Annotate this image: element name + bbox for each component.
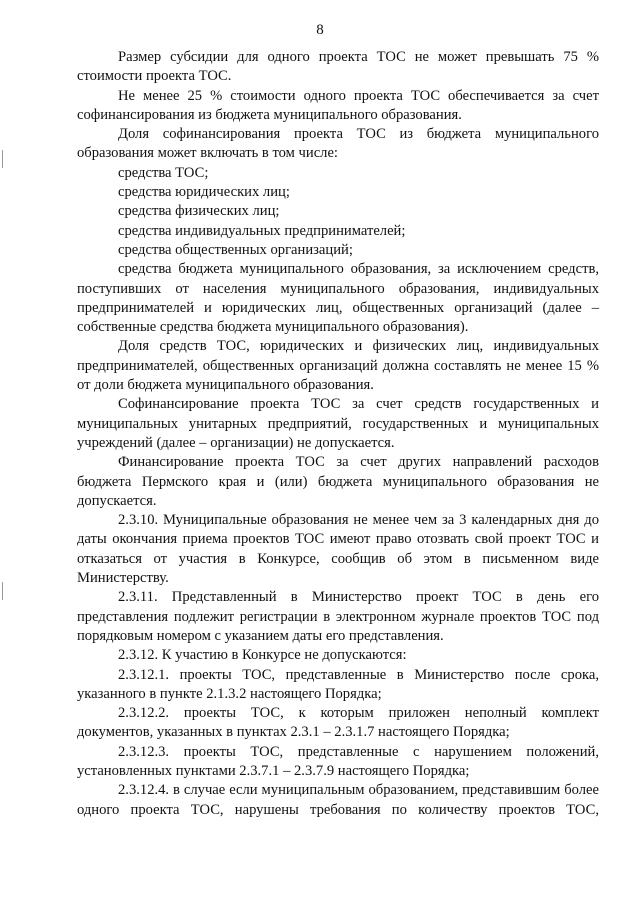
- paragraph-subsidy-size: Размер субсидии для одного проекта ТОС не может превышать 75 % стоимости проекта ТОС.: [77, 49, 599, 85]
- clause-2-3-11: 2.3.11. Представленный в Министерство проект ТОС в день его представления подлежит регистрации в электронном журнале проектов ТОС под порядковым номером с указанием даты его представления.: [77, 589, 599, 644]
- clause-2-3-12-3: 2.3.12.3. проекты ТОС, представленные с нарушением положений, установленных пунктами 2.3.7.1 – 2.3.7.9 настоящего Порядка;: [77, 743, 599, 779]
- clause-2-3-12-1: 2.3.12.1. проекты ТОС, представленные в Министерство после срока, указанного в пункте 2.1.3.2 настоящего Порядка;: [77, 666, 599, 702]
- list-item: средства юридических лиц;: [118, 184, 290, 201]
- clause-2-3-10: 2.3.10. Муниципальные образования не менее чем за 3 календарных дня до даты окончания приема проектов ТОС имеют право отозвать свой проект ТОС и отказаться от участия в Конкурсе, сообщив об этом в письменном виде Министерству.: [77, 512, 599, 587]
- document-body: [77, 48, 599, 820]
- scan-margin-mark: [2, 150, 3, 168]
- paragraph-share-requirement: Доля средств ТОС, юридических и физических лиц, индивидуальных предпринимателей, общественных организаций должна составлять не менее 15 % от доли бюджета муниципального образования.: [77, 338, 599, 394]
- list-item: средства бюджета муниципального образования, за исключением средств, поступивших от населения муниципального образования, индивидуальных предпринимателей и юридических лиц, общественных организаций (далее – собственные средства бюджета муниципального образования).: [77, 261, 599, 336]
- list-item: средства физических лиц;: [118, 203, 280, 220]
- paragraph-cofinancing-minimum: Не менее 25 % стоимости одного проекта ТОС обеспечивается за счет софинансирования из бюджета муниципального образования.: [77, 87, 599, 123]
- paragraph-cofinancing-share: Доля софинансирования проекта ТОС из бюджета муниципального образования может включать в том числе:: [77, 126, 599, 162]
- page-number: 8: [316, 22, 324, 38]
- list-item: средства общественных организаций;: [118, 241, 353, 258]
- paragraph-organizations: Софинансирование проекта ТОС за счет средств государственных и муниципальных унитарных предприятий, государственных и муниципальных учреждений (далее – организации) не допускается.: [77, 396, 599, 451]
- clause-2-3-12-4: 2.3.12.4. в случае если муниципальным образованием, представившим более одного проекта ТОС, нарушены требования по количеству проектов ТОС,: [77, 782, 599, 818]
- clause-2-3-12-2: 2.3.12.2. проекты ТОС, к которым приложен неполный комплект документов, указанных в пунктах 2.3.1 – 2.3.1.7 настоящего Порядка;: [77, 705, 599, 741]
- scan-margin-mark: [2, 582, 3, 600]
- paragraph-other-financing: Финансирование проекта ТОС за счет других направлений расходов бюджета Пермского края и (или) бюджета муниципального образования не допускается.: [77, 454, 599, 509]
- clause-2-3-12: 2.3.12. К участию в Конкурсе не допускаются:: [118, 647, 407, 664]
- list-item: средства ТОС;: [118, 164, 209, 181]
- list-item: средства индивидуальных предпринимателей;: [118, 222, 406, 239]
